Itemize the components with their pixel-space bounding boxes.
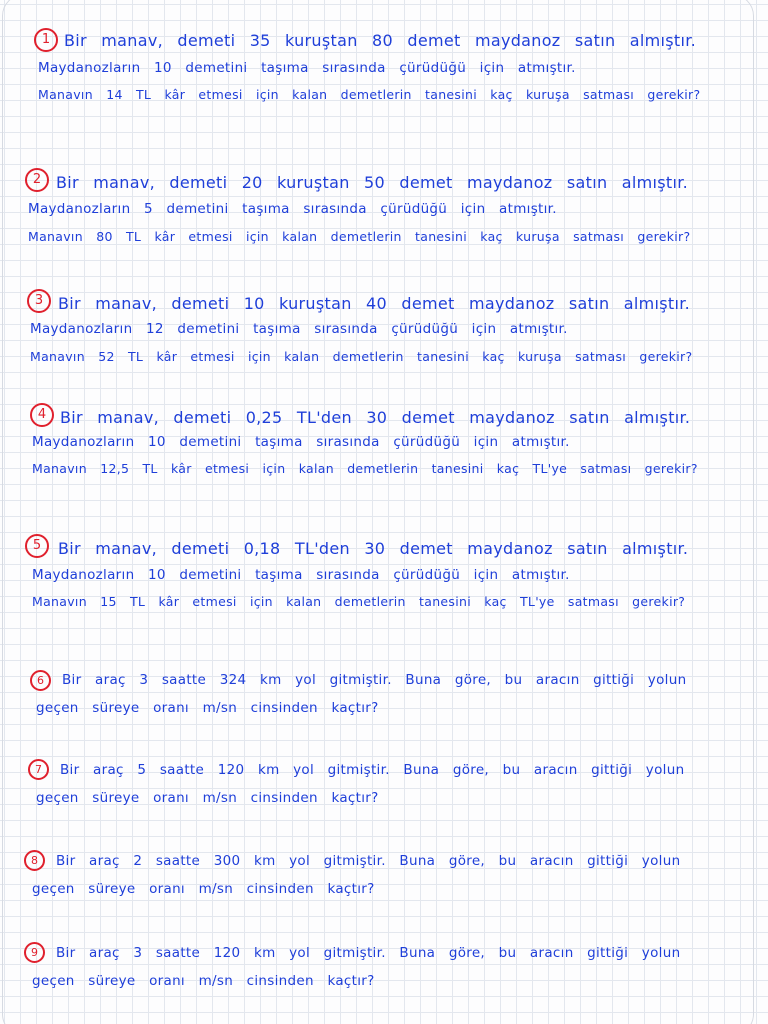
problem-number-badge: 6 [30,670,51,691]
problem-line: geçen süreye oranı m/sn cinsinden kaçtır? [36,790,379,806]
problem-line: Manavın 12,5 TL kâr etmesi için kalan demetlerin tanesini kaç TL'ye satması gerekir? [32,461,698,476]
problem-number-badge: 3 [27,289,51,313]
problem-line: Bir manav, demeti 0,18 TL'den 30 demet maydanoz satın almıştır. [58,539,689,558]
problem-line: Bir araç 5 saatte 120 km yol gitmiştir. Buna göre, bu aracın gittiği yolun [60,762,685,778]
problem-number-badge: 4 [30,403,54,427]
problem-line: geçen süreye oranı m/sn cinsinden kaçtır? [32,881,375,897]
problem-number-badge: 7 [28,759,49,780]
problem-line: Maydanozların 5 demetini taşıma sırasında çürüdüğü için atmıştır. [28,201,557,217]
problem-line: Bir manav, demeti 10 kuruştan 40 demet maydanoz satın almıştır. [58,294,691,313]
page-border [2,0,754,1024]
problem-line: Bir araç 3 saatte 120 km yol gitmiştir. Buna göre, bu aracın gittiği yolun [56,945,681,961]
problem-number-badge: 1 [34,28,58,52]
problem-line: Manavın 80 TL kâr etmesi için kalan demetlerin tanesini kaç kuruşa satması gerekir? [28,229,691,244]
problem-line: Maydanozların 10 demetini taşıma sırasında çürüdüğü için atmıştır. [32,434,570,450]
problem-number-badge: 8 [24,850,45,871]
problem-number-badge: 5 [25,534,49,558]
problem-line: geçen süreye oranı m/sn cinsinden kaçtır? [36,700,379,716]
problem-number-badge: 2 [25,168,49,192]
problem-line: Bir manav, demeti 0,25 TL'den 30 demet maydanoz satın almıştır. [60,408,691,427]
problem-line: Maydanozların 12 demetini taşıma sırasında çürüdüğü için atmıştır. [30,321,568,337]
problem-line: Bir manav, demeti 35 kuruştan 80 demet maydanoz satın almıştır. [64,31,697,50]
problem-line: Manavın 52 TL kâr etmesi için kalan demetlerin tanesini kaç kuruşa satması gerekir? [30,349,693,364]
problem-line: Manavın 14 TL kâr etmesi için kalan demetlerin tanesini kaç kuruşa satması gerekir? [38,87,701,102]
problem-line: Maydanozların 10 demetini taşıma sırasında çürüdüğü için atmıştır. [32,567,570,583]
problem-line: Manavın 15 TL kâr etmesi için kalan demetlerin tanesini kaç TL'ye satması gerekir? [32,594,686,609]
problem-number-badge: 9 [24,942,45,963]
problem-line: Bir manav, demeti 20 kuruştan 50 demet maydanoz satın almıştır. [56,173,689,192]
problem-line: geçen süreye oranı m/sn cinsinden kaçtır? [32,973,375,989]
problem-line: Maydanozların 10 demetini taşıma sırasında çürüdüğü için atmıştır. [38,60,576,76]
problem-line: Bir araç 2 saatte 300 km yol gitmiştir. Buna göre, bu aracın gittiği yolun [56,853,681,869]
problem-line: Bir araç 3 saatte 324 km yol gitmiştir. Buna göre, bu aracın gittiği yolun [62,672,687,688]
